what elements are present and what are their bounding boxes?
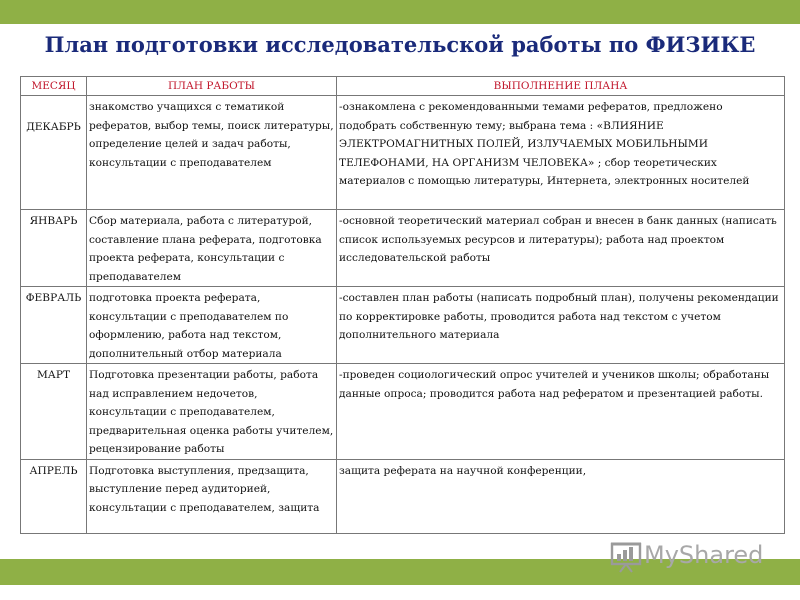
- header-result: ВЫПОЛНЕНИЕ ПЛАНА: [337, 77, 785, 96]
- row-month: МАРТ: [21, 364, 87, 460]
- row-month: ФЕВРАЛЬ: [21, 287, 87, 364]
- table-row: [21, 287, 785, 364]
- row-plan: Сбор материала, работа с литературой, составление плана реферата, подготовка проекта реферата, консультации с преподавателем: [87, 210, 337, 287]
- row-plan: знакомство учащихся с тематикой рефератов, выбор темы, поиск литературы, определение целей и задач работы, консультации с преподавателем: [87, 96, 337, 210]
- row-month: ДЕКАБРЬ: [21, 96, 87, 210]
- row-plan: Подготовка презентации работы, работа над исправлением недочетов, консультации с преподавателем, предварительная оценка работы учителем, рецензирование работы: [87, 364, 337, 460]
- logo-text: MyShared: [644, 541, 764, 569]
- page-title: План подготовки исследовательской работы по ФИЗИКЕ: [44, 32, 756, 57]
- table-row: [21, 96, 785, 210]
- row-result: защита реферата на научной конференции,: [337, 459, 785, 533]
- row-plan: Подготовка выступления, предзащита, выступление перед аудиторией, консультации с преподавателем, защита: [87, 459, 337, 533]
- table-header-row: [21, 77, 785, 96]
- table-row: [21, 210, 785, 287]
- row-result: -основной теоретический материал собран и внесен в банк данных (написать список используемых ресурсов и литературы); работа над проектом исследовательской работы: [337, 210, 785, 287]
- row-result: -проведен социологический опрос учителей и учеников школы; обработаны данные опроса; проводится работа над рефератом и презентацией работы.: [337, 364, 785, 460]
- row-result: -ознакомлена с рекомендованными темами рефератов, предложено подобрать собственную тему; выбрана тема : «ВЛИЯНИЕ ЭЛЕКТРОМАГНИТНЫХ ПОЛЕЙ, ИЗЛУЧАЕМЫХ МОБИЛЬНЫМИ ТЕЛЕФОНАМИ, НА ОРГАНИЗМ ЧЕЛОВЕКА» ; сбор теоретических материалов с помощью литературы, Интернета, электронных носителей: [337, 96, 785, 210]
- row-month: ЯНВАРЬ: [21, 210, 87, 287]
- row-month: АПРЕЛЬ: [21, 459, 87, 533]
- table-row: [21, 364, 785, 460]
- row-plan: подготовка проекта реферата, консультации с преподавателем по оформлению, работа над текстом, дополнительный отбор материала: [87, 287, 337, 364]
- table-row: [21, 459, 785, 533]
- header-plan: ПЛАН РАБОТЫ: [87, 77, 337, 96]
- header-month: МЕСЯЦ: [21, 77, 87, 96]
- top-decor-bar: [0, 0, 800, 24]
- plan-table: [20, 76, 785, 534]
- row-result: -составлен план работы (написать подробный план), получены рекомендации по корректировке работы, проводится работа над текстом с учетом дополнительного материала: [337, 287, 785, 364]
